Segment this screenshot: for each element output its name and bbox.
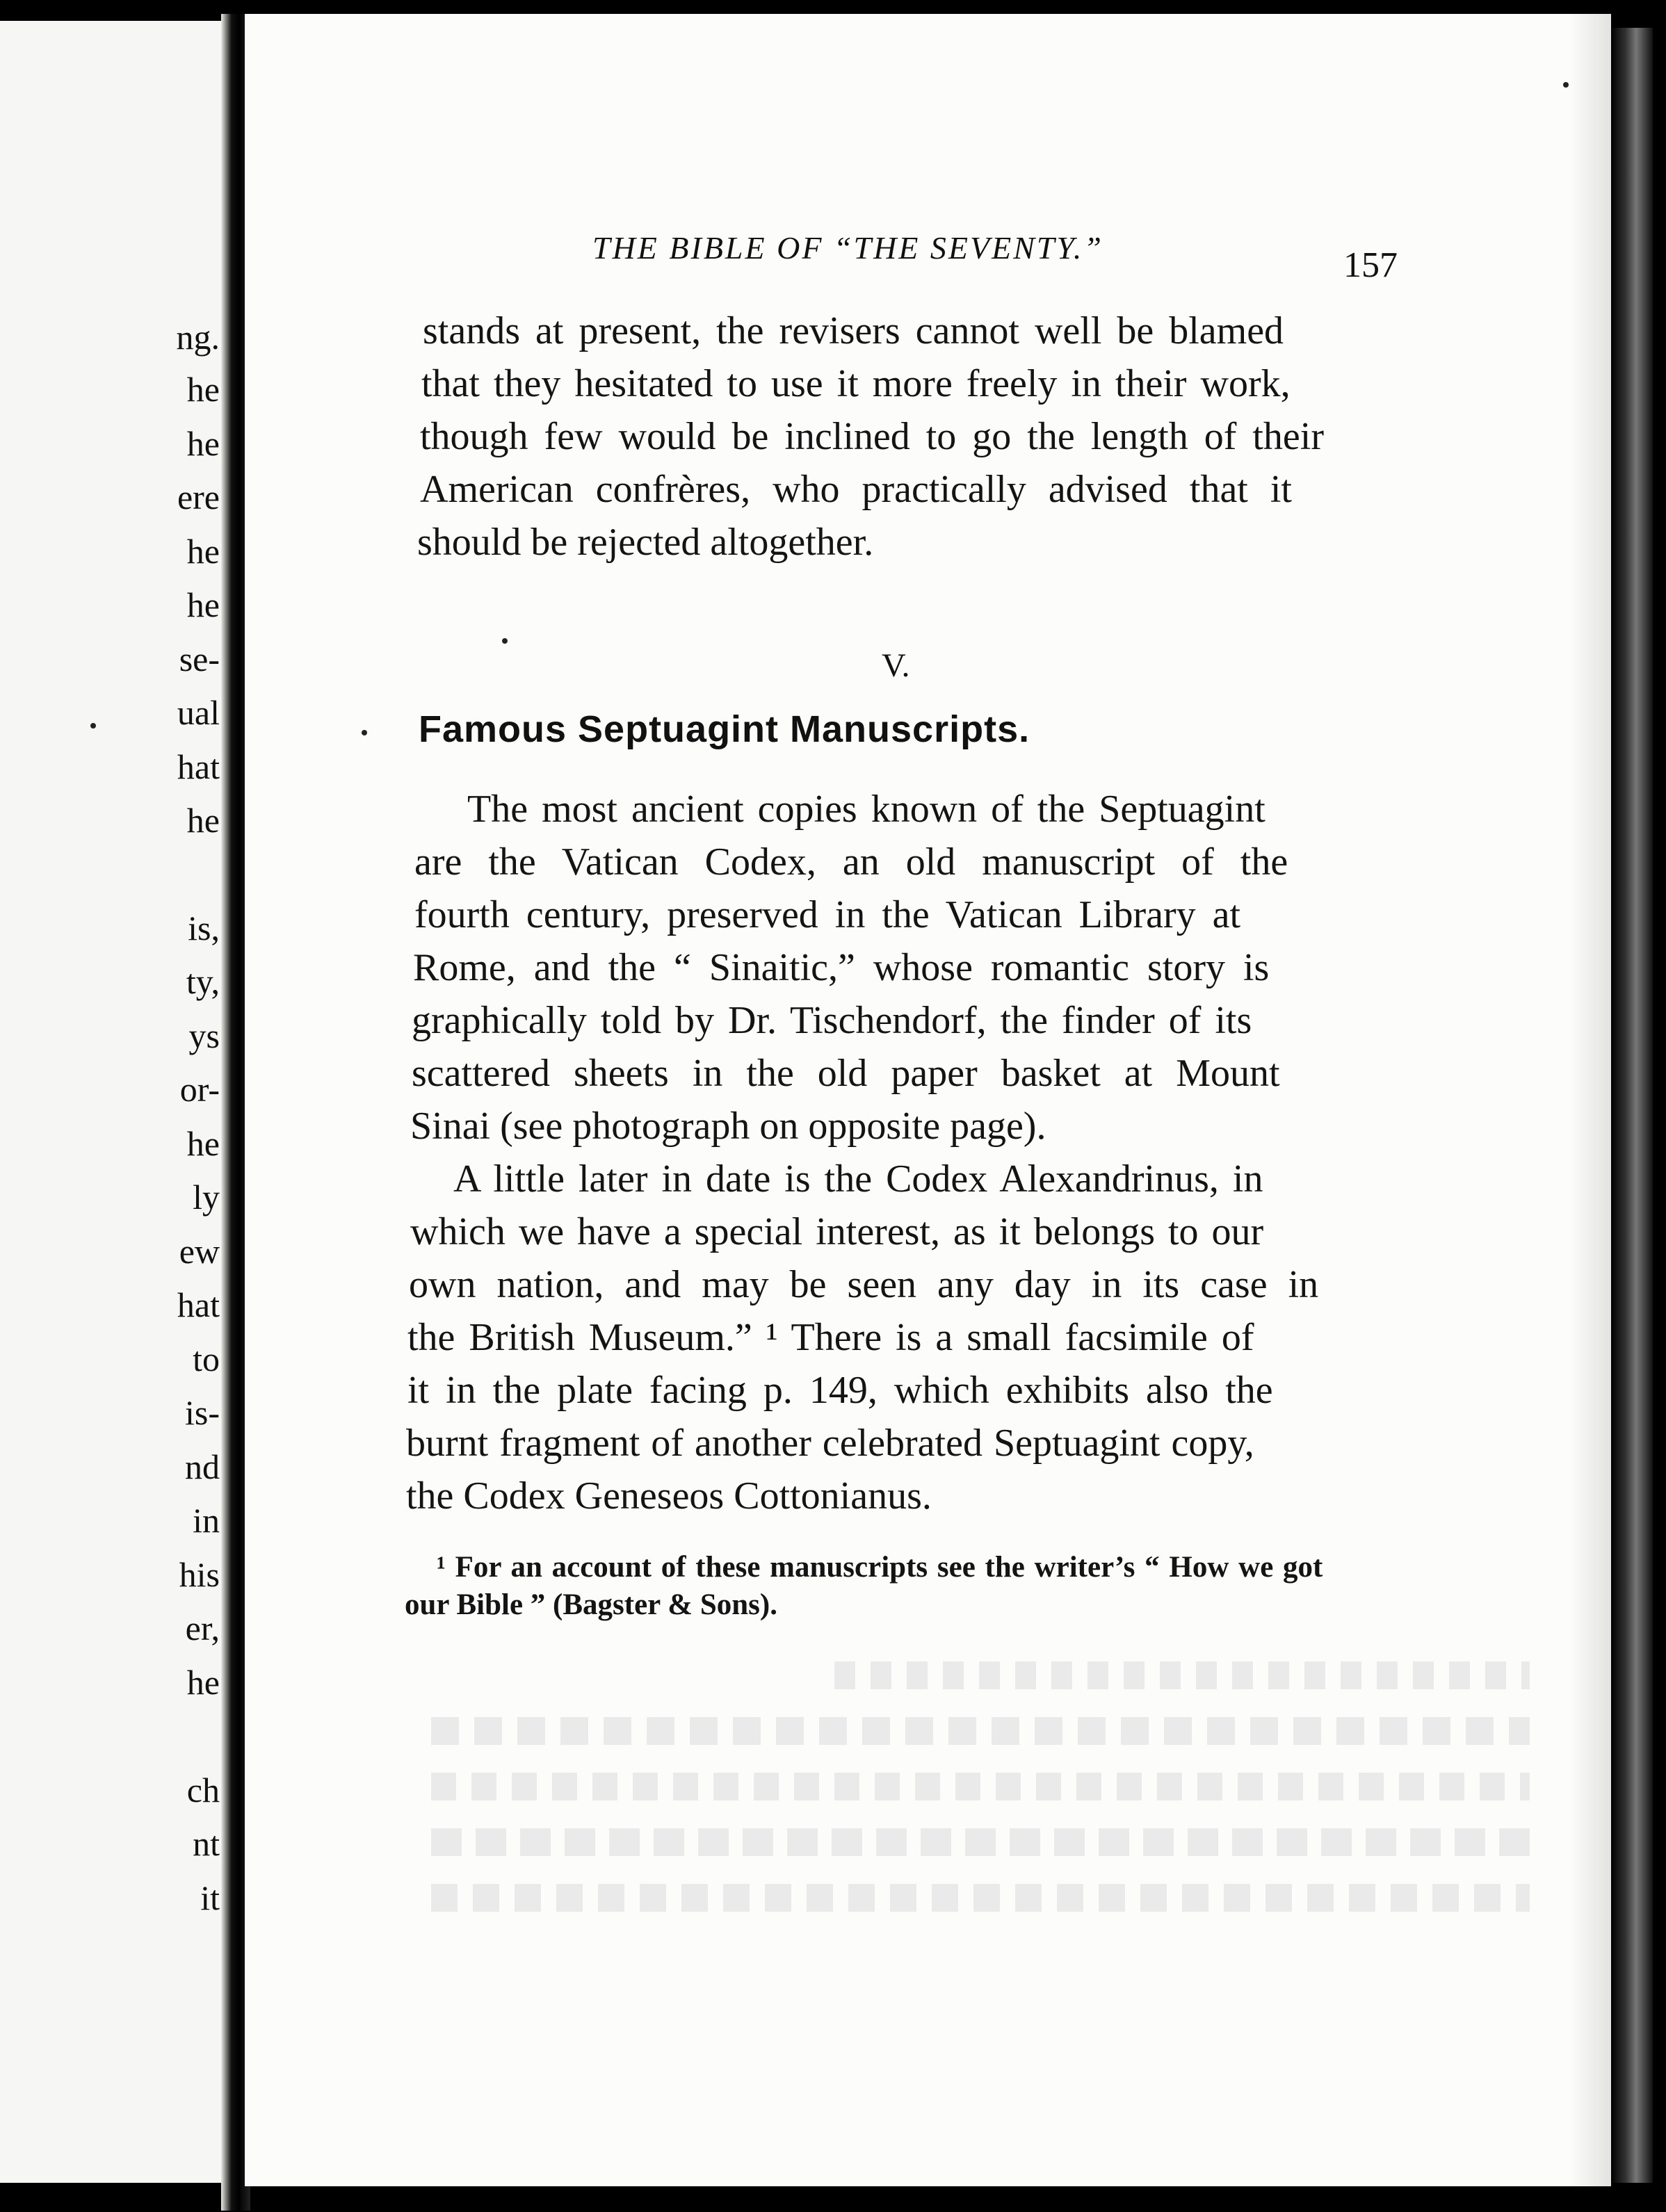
left-fragment: ch [186,1771,220,1810]
bleed-through [431,1717,1530,1745]
left-fragment: ng. [176,318,220,357]
left-fragment: ys [188,1016,220,1055]
text-line: which we have a special interest, as it belongs to our [410,1210,1264,1253]
bleed-through [431,1828,1530,1856]
text-line: Sinai (see photograph on opposite page). [410,1105,1046,1148]
left-fragment: he [186,1663,220,1702]
text-line: A little later in date is the Codex Alexandrinus, in [453,1157,1263,1201]
text-line: should be rejected altogether. [417,521,874,564]
text-line: the Codex Geneseos Cottonianus. [406,1474,932,1518]
left-fragment: se- [179,640,220,678]
running-head: THE BIBLE OF “THE SEVENTY.” [592,230,1103,266]
page-stack-edge [1611,28,1653,2183]
left-fragment: ty, [186,962,220,1001]
left-fragment: nd [185,1447,220,1486]
left-fragment: he [186,532,220,571]
footnote-line: our Bible ” (Bagster & Sons). [405,1588,777,1621]
page-number: 157 [1343,245,1398,285]
print-speck [502,638,508,644]
text-line: graphically told by Dr. Tischendorf, the finder of its [412,999,1252,1042]
bleed-through [834,1661,1530,1689]
print-speck [362,730,367,735]
left-fragment: in [193,1501,220,1540]
text-line: stands at present, the revisers cannot well be blamed [423,309,1284,352]
text-line: are the Vatican Codex, an old manuscript of the [414,840,1288,884]
left-fragment: he [186,801,220,840]
section-numeral: V. [882,647,910,684]
section-heading: Famous Septuagint Manuscripts. [419,708,1030,750]
left-fragment: ere [177,478,220,517]
facing-page-edge [0,21,221,2183]
text-line: The most ancient copies known of the Septuagint [467,788,1265,831]
left-fragment: er, [185,1609,220,1648]
left-fragment: is, [188,909,220,948]
bleed-through [431,1773,1530,1800]
left-fragment: his [179,1555,220,1594]
left-fragment: it [200,1878,220,1917]
left-fragment: he [186,585,220,624]
left-fragment: ew [179,1232,220,1271]
text-line: own nation, and may be seen any day in its case in [409,1263,1319,1306]
print-speck [1563,82,1569,88]
text-line: it in the plate facing p. 149, which exhibits also the [407,1369,1273,1412]
text-line: American confrères, who practically advised that it [420,468,1292,511]
left-fragment: he [186,370,220,409]
footnote-line: ¹ For an account of these manuscripts see the writer’s “ How we got [437,1551,1323,1584]
left-fragment: ly [193,1178,220,1217]
left-fragment: nt [193,1824,220,1863]
text-line: that they hesitated to use it more freely in their work, [421,362,1291,405]
left-fragment: he [186,424,220,463]
left-fragment: or- [179,1070,220,1109]
left-fragment: hat [177,747,220,786]
text-line: burnt fragment of another celebrated Septuagint copy, [406,1422,1254,1465]
text-line: fourth century, preserved in the Vatican Library at [414,893,1241,936]
left-fragment: he [186,1124,220,1163]
left-fragment: hat [177,1285,220,1324]
text-line: scattered sheets in the old paper basket at Mount [412,1052,1280,1095]
left-fragment: is- [185,1393,220,1432]
bleed-through [431,1884,1530,1912]
print-speck [90,723,96,729]
text-line: Rome, and the “ Sinaitic,” whose romantic story is [413,946,1270,989]
text-line: though few would be inclined to go the length of their [420,415,1324,458]
text-line: the British Museum.” ¹ There is a small facsimile of [407,1316,1254,1359]
left-fragment: ual [177,693,220,732]
left-fragment: to [193,1340,220,1379]
page-shadow [1569,14,1611,2186]
